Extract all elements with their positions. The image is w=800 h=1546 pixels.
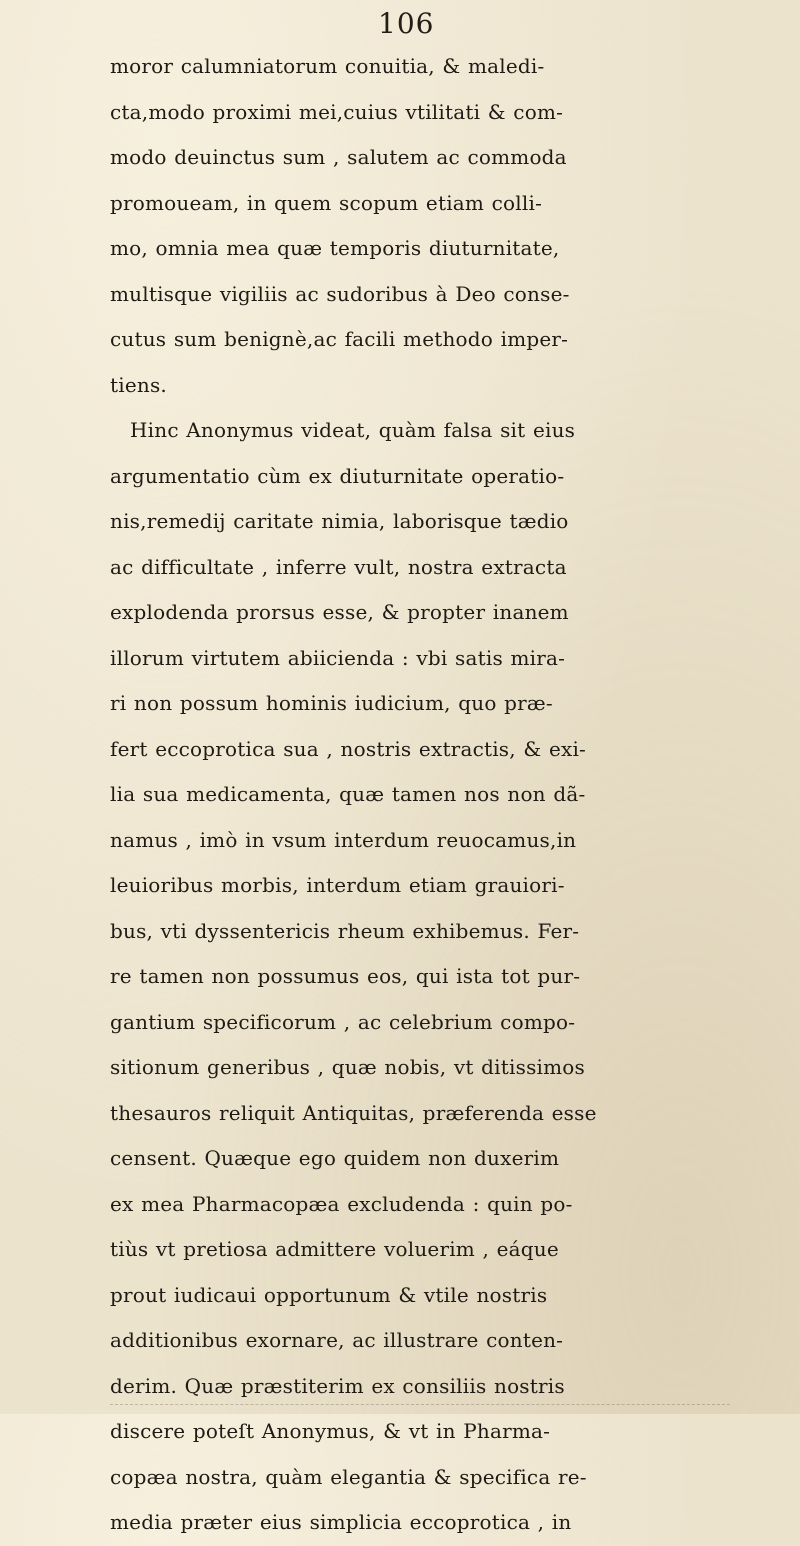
paragraph-start-line: Hinc Anonymus videat, quàm falsa sit eius (130, 418, 576, 442)
text-line: thesauros reliquit Antiquitas, præferenda esse (110, 1100, 597, 1125)
text-line: gantium specificorum , ac celebrium compo- (110, 1009, 576, 1034)
page-number: 106 (378, 7, 435, 40)
text-line: discere poteſt Anonymus, & vt in Pharma- (110, 1419, 551, 1443)
text-line: additionibus exornare, ac illustrare conten- (110, 1328, 564, 1352)
text-line: tiùs vt pretiosa admittere voluerim , eáque (110, 1237, 559, 1261)
text-line: copæa nostra, quàm elegantia & specifica re- (110, 1464, 587, 1489)
bottom-rule (110, 1404, 730, 1405)
text-line: illorum virtutem abiicienda : vbi satis mira- (110, 645, 566, 670)
text-line: promoueam, in quem scopum etiam colli- (110, 190, 543, 215)
text-line: bus, vti dyssentericis rheum exhibemus. Fer- (110, 918, 580, 943)
text-line: mo, omnia mea quæ temporis diuturnitate, (110, 236, 560, 260)
text-line: lia sua medicamenta, quæ tamen nos non dã- (110, 782, 586, 806)
text-line: argumentatio cùm ex diuturnitate operatio- (110, 463, 565, 488)
text-line: nis,remedij caritate nimia, laborisque tædio (110, 509, 569, 533)
text-line: namus , imò in vsum interdum reuocamus,in (110, 827, 577, 852)
text-line: modo deuinctus sum , salutem ac commoda (110, 145, 567, 169)
text-line: derim. Quæ præstiterim ex consiliis nostris (110, 1373, 565, 1398)
text-line: censent. Quæque ego quidem non duxerim (110, 1146, 560, 1170)
text-line: multisque vigiliis ac sudoribus à Deo conse- (110, 281, 570, 306)
text-line: sitionum generibus , quæ nobis, vt ditissimos (110, 1055, 586, 1079)
text-line: cta,modo proximi mei,cuius vtilitati & com- (110, 99, 564, 124)
text-line: explodenda prorsus esse, & propter inanem (110, 600, 569, 624)
text-line: leuioribus morbis, interdum etiam grauiori- (110, 873, 565, 897)
text-line: ex mea Pharmacopæa excludenda : quin po- (110, 1191, 573, 1216)
text-line: ri non possum hominis iudicium, quo præ- (110, 691, 553, 715)
latin-text-body (110, 44, 800, 1546)
text-line: re tamen non possumus eos, qui ista tot pur- (110, 964, 581, 988)
text-line: fert eccoprotica sua , nostris extractis, & exi- (110, 736, 587, 761)
text-line: ac difficultate , inferre vult, nostra extracta (110, 554, 567, 579)
text-line: prout iudicaui opportunum & vtile nostris (110, 1282, 548, 1307)
text-line: tiens. (110, 372, 167, 397)
text-line: media præter eius simplicia eccoprotica , in (110, 1510, 572, 1534)
text-line: moror calumniatorum conuitia, & maledi- (110, 54, 545, 78)
text-line: cutus sum benignè,ac facili methodo imper- (110, 327, 569, 351)
